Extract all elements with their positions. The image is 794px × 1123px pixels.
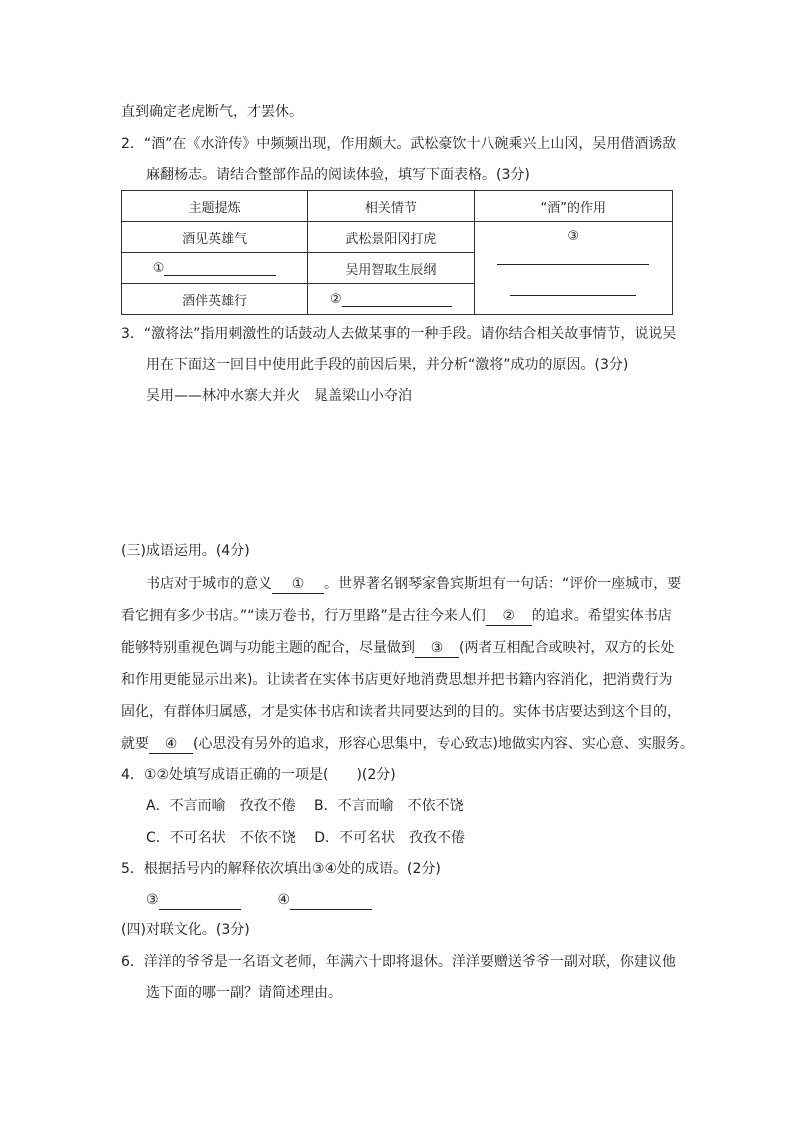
section-heading: (四)对联文化。(3分) xyxy=(121,922,250,938)
passage-text: (心思没有另外的追求，形容心思集中，专心致志)地做实内容、实心意、实服务。 xyxy=(193,736,694,752)
blank-mark: ② xyxy=(330,291,342,307)
blank-line xyxy=(164,261,276,276)
question-4: 4．①②处填写成语正确的一项是( )(2分) xyxy=(121,767,396,783)
passage-line xyxy=(121,606,672,626)
passage-text: 。世界著名钢琴家鲁宾斯坦有一句话：“评价一座城市，要 xyxy=(324,576,682,592)
answer-blank-3[interactable] xyxy=(159,895,241,910)
passage-text: 就要 xyxy=(121,736,149,752)
passage-text: 能够特别重视色调与功能主题的配合，尽量做到 xyxy=(121,640,415,656)
passage-line xyxy=(121,638,674,658)
passage-text: 书店对于城市的意义 xyxy=(146,576,272,592)
blank-2[interactable]: ② xyxy=(486,607,532,626)
table-cell: 吴用智取生辰纲 xyxy=(308,253,474,284)
blank-mark: ④ xyxy=(277,892,291,908)
passage-line: 固化，有群体归属感，才是实体书店和读者共同要达到的目的。实体书店要达到这个目的， xyxy=(121,704,681,720)
table-cell[interactable] xyxy=(308,284,474,315)
option-line-cd[interactable]: C．不可名状 不依不饶 D．不可名状 孜孜不倦 xyxy=(146,830,466,846)
question-2-cont: 麻翻杨志。请结合整部作品的阅读体验，填写下面表格。(3分) xyxy=(146,167,530,183)
passage-text: (两者互相配合或映衬，双方的长处 xyxy=(459,640,675,656)
section-heading: (三)成语运用。(4分) xyxy=(121,543,250,559)
passage-text: 看它拥有多少书店。”“读万卷书，行万里路”是古往今来人们 xyxy=(121,608,486,624)
blank-mark: ③ xyxy=(146,892,159,908)
table-cell: 酒伴英雄行 xyxy=(122,284,308,315)
passage-text: 的追求。希望实体书店 xyxy=(531,608,672,624)
table-header: 主题提炼 xyxy=(122,191,308,222)
answer-blanks xyxy=(146,890,372,910)
answer-table xyxy=(121,190,673,315)
passage-line: 和作用更能显示出来)。让读者在实体书店更好地消费思想并把书籍内容消化，把消费行为 xyxy=(121,672,673,688)
table-header: “酒”的作用 xyxy=(474,191,672,222)
table-cell[interactable] xyxy=(122,253,308,284)
chapter-title: 吴用——林冲水寨大并火 晁盖梁山小夺泊 xyxy=(146,388,412,404)
blank-4[interactable]: ④ xyxy=(149,735,193,754)
passage-line xyxy=(146,574,681,594)
answer-blank-4[interactable] xyxy=(290,895,372,910)
question-6-cont: 选下面的哪一副？请简述理由。 xyxy=(146,985,342,1001)
question-2: 2．“酒”在《水浒传》中频频出现，作用颇大。武松豪饮十八碗乘兴上山冈，吴用借酒诱敌 xyxy=(121,136,677,152)
blank-line xyxy=(342,292,452,307)
table-cell-mark: ③ xyxy=(567,229,580,244)
option-line-ab[interactable]: A．不言而喻 孜孜不倦 B．不言而喻 不依不饶 xyxy=(146,798,464,814)
question-3: 3．“激将法”指用刺激性的话鼓动人去做某事的一种手段。请你结合相关故事情节，说说吴 xyxy=(121,326,677,342)
blank-1[interactable]: ① xyxy=(272,575,324,594)
blank-line xyxy=(510,287,636,296)
question-5: 5．根据括号内的解释依次填出③④处的成语。(2分) xyxy=(121,861,441,877)
question-6: 6．洋洋的爷爷是一名语文老师，年满六十即将退休。洋洋要赠送爷爷一副对联，你建议他 xyxy=(121,954,676,970)
blank-3[interactable]: ③ xyxy=(415,639,459,658)
table-cell: 武松景阳冈打虎 xyxy=(308,222,474,253)
passage-line xyxy=(121,734,694,754)
blank-line xyxy=(497,256,649,265)
table-cell-answer[interactable] xyxy=(474,222,672,315)
blank-mark: ① xyxy=(152,260,165,276)
text-line: 直到确定老虎断气，才罢休。 xyxy=(121,104,303,120)
table-cell: 酒见英雄气 xyxy=(122,222,308,253)
table-header: 相关情节 xyxy=(308,191,474,222)
question-3-cont: 用在下面这一回目中使用此手段的前因后果，并分析“激将”成功的原因。(3分) xyxy=(146,357,629,373)
